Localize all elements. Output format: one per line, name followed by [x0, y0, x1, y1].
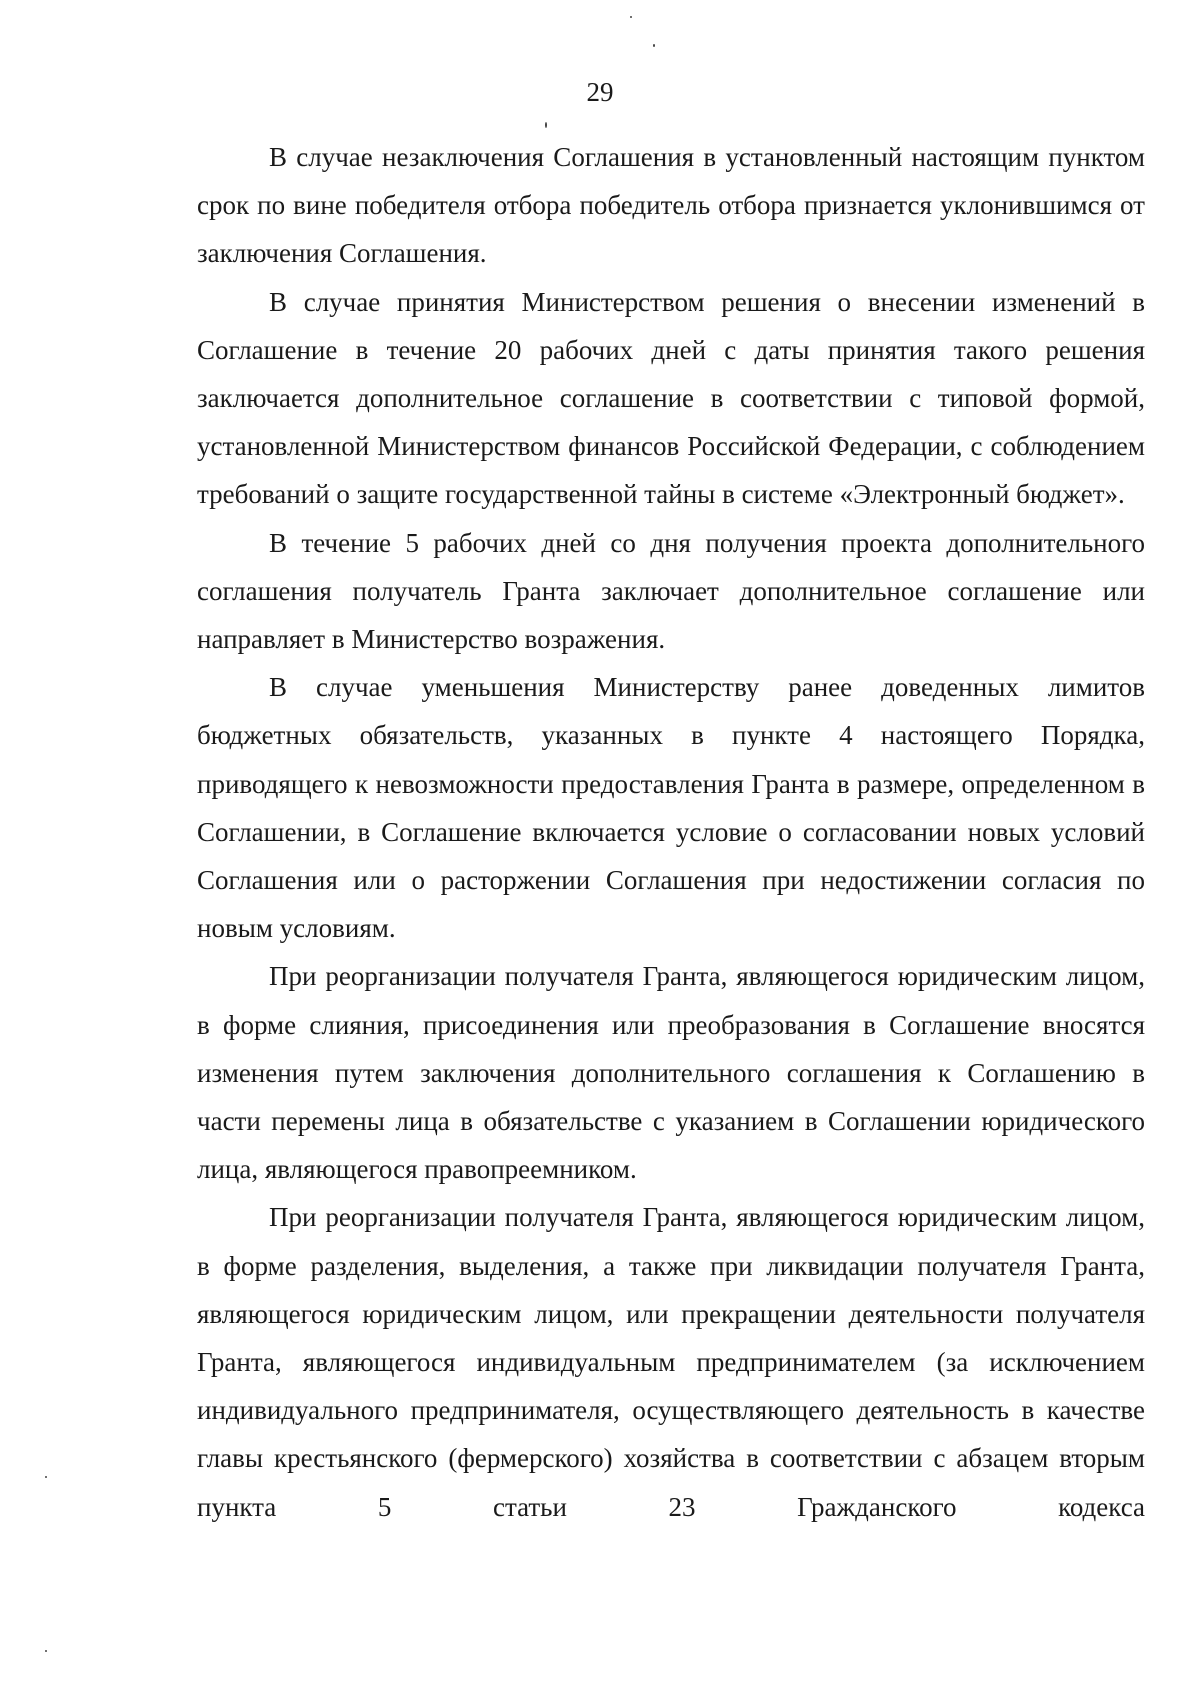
paragraph: В случае незаключения Соглашения в установленный настоящим пунктом срок по вине победителя отбора победитель отбора признается уклонившимся от заключения Соглашения.: [197, 142, 1145, 269]
document-body: [197, 133, 1145, 1531]
scan-speck: [45, 1476, 47, 1478]
paragraph: При реорганизации получателя Гранта, являющегося юридическим лицом, в форме разделения, выделения, а также при ликвидации получателя Гранта, являющегося юридическим лицом, или прекращении деятельности получателя Гранта, являющегося индивидуальным предпринимателем (за исключением индивидуального предпринимателя, осуществляющего деятельность в качестве главы крестьянского (фермерского) хозяйства в соответствии с абзацем вторым пункта 5 статьи 23 Гражданского кодекса: [197, 1202, 1145, 1522]
scan-speck: [630, 16, 632, 18]
paragraph: В случае уменьшения Министерству ранее доведенных лимитов бюджетных обязательств, указанных в пункте 4 настоящего Порядка, приводящего к невозможности предоставления Гранта в размере, определенном в Соглашении, в Соглашение включается условие о согласовании новых условий Соглашения или о расторжении Соглашения при недостижении согласия по новым условиям.: [197, 672, 1145, 944]
scan-speck: [653, 44, 655, 47]
paragraph: В случае принятия Министерством решения о внесении изменений в Соглашение в течение 20 рабочих дней с даты принятия такого решения заключается дополнительное соглашение в соответствии с типовой формой, установленной Министерством финансов Российской Федерации, с соблюдением требований о защите государственной тайны в системе «Электронный бюджет».: [197, 286, 1145, 510]
scan-speck: [45, 1650, 47, 1652]
scan-speck: [545, 122, 547, 128]
page-number: 29: [586, 77, 614, 107]
paragraph: При реорганизации получателя Гранта, являющегося юридическим лицом, в форме слияния, присоединения или преобразования в Соглашение вносятся изменения путем заключения дополнительного соглашения к Соглашению в части перемены лица в обязательстве с указанием в Соглашении юридического лица, являющегося правопреемником.: [197, 961, 1145, 1185]
paragraph: В течение 5 рабочих дней со дня получения проекта дополнительного соглашения получатель Гранта заключает дополнительное соглашение или направляет в Министерство возражения.: [197, 527, 1145, 655]
